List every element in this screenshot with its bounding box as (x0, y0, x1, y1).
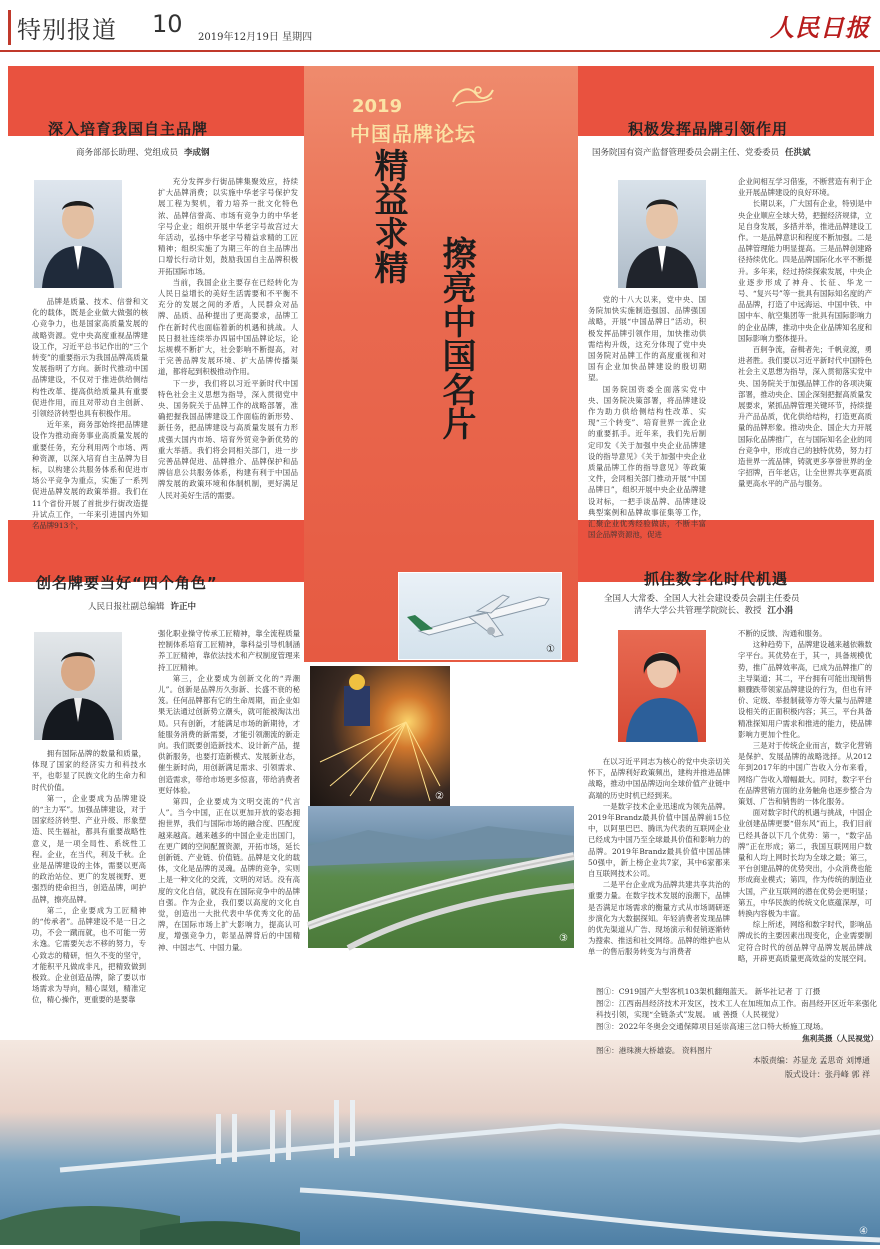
article-2-col-2 (738, 176, 872, 518)
forum-title: 中国品牌论坛 (350, 122, 476, 146)
portrait-xu-zhengzhong (34, 632, 122, 740)
article-4-byline-name: 江小涓 (767, 606, 794, 616)
forum-year: 2019 (352, 96, 403, 117)
article-2-byline-name: 任洪斌 (785, 148, 811, 158)
paragraph: 不断的反馈、沟通和服务。 (738, 629, 827, 638)
article-1-headline: 深入培育我国自主品牌 (48, 120, 209, 138)
paragraph: 拥有国际品牌的数量和质量，体现了国家的经济实力和科技水平，也彰显了民族文化的生命力和时代价值。 (32, 749, 146, 792)
paragraph: 近年来，商务部始终把品牌建设作为推动商务事业高质量发展的重要任务，充分利用两个市场、两种资源，以深入培育自主品牌为目标，以构建公共服务体系和促进市场公平竞争为重点，实施了一系列促进品牌发展的政策举措。我们在11个省份开展了首批步行街改造提升试点工作，一年来引进国内外知名品牌913个， (32, 420, 148, 531)
paragraph: 企业间相互学习借鉴，不断营造有利于企业开展品牌建设的良好环境。 (738, 177, 872, 198)
paragraph: 强化职业操守传承工匠精神，靠全流程质量控制体系培育工匠精神，靠科益引导机制涵养工匠精神，靠依法技术和产权制度管理来持工匠精神。 (158, 629, 300, 672)
paragraph: 长期以来，广大国有企业，特别是中央企业顺应全球大势，把握经济规律，立足自身发展，多措并举，推进品牌建设工作。一是品牌意识和程度不断加强。二是品牌管理能力明显提高。三是品牌创建路径持续优化。四是品牌国际化水平不断提升。多年来，经过持续探索发展，中央企业逐步形成了神舟、长征、华龙一号、“复兴号”等一批具有国际知名度的产品品牌，打造了中远海运、中国中铁、中国中车、航空集团等一批具有国际影响力的企业品牌，推动中央企业品牌知名度和国际影响力整体提升。 (738, 199, 872, 343)
paragraph: 在以习近平同志为核心的党中央亲切关怀下，品牌利好政策频出，建构并推进品牌战略，推动中国品牌迈向全球价值产业链中高端的历史时机已经到来。 (588, 757, 730, 800)
article-2-byline (592, 146, 811, 158)
photo-marker-3: ③ (559, 933, 568, 944)
paragraph: 面对数字时代的机遇与挑战，中国企业创建品牌更要“借东风”而上，我们目前已经具备以下几个优势：第一，“数字品牌”正在形成；第二，我国互联网用户数量和人均上网时长均为全球之最；第三，平台创建品牌的优势突出，小众消费也能形成商业模式；第四，作为传统的制造业大国，产业互联网的潜在优势会更明显；第五，中华民族的传统文化底蕴深厚，可转换内容极为丰富。 (738, 808, 872, 919)
newspaper-logo: 人民日报 (770, 13, 870, 42)
paragraph: 这种趋势下，品牌建设越来越依赖数字平台。其优势在于，其一，具备规模优势，推广品牌效率高，已成为品牌推广的主导渠道；其二，平台拥有可能出现销售额骤跌带领家品牌建设的行为，但也有评价、定级、举报制裁等方等大量与品牌建设相关的正面积极内容；其三，平台具备精准探知用户需求和推进的能力，使品牌影响力更加个性化。 (738, 640, 872, 739)
paragraph: 百舸争流，奋楫者先；千帆竞渡，勇进者胜。我们要以习近平新时代中国特色社会主义思想为指导，深入贯彻落实党中央、国务院关于加强品牌工作的各项决策部署，推动央企、国企深刻把握高质量发展要求，紧抓品牌管理关键环节，持续提升产品品质，优化供给结构，打造更高质量的品牌形象。推动央企、国企大力开展国际化品牌推广，在与国际知名企业的同台竞争中，形成自己的独特优势，努力打造世界一流品牌，铸就更多享誉世界的金字招牌，百年老店，让全世界共享更高质量更高水平的产品与服务。 (738, 345, 872, 489)
caption-3-credit: 焦利英摄（人民视觉） (802, 1034, 878, 1043)
paragraph: 当前，我国企业主要存在已经转化为人民日益增长的美好生活需要和不平衡不充分的发展之间的矛盾，人民群众对品牌、品质、品种提出了更高要求，品牌工作在新时代也面临着新的机遇和挑战。人民日报社连续举办四届中国品牌论坛，论坛规模不断扩大，社会影响不断提高，对于完善品牌发展环境、扩大品牌传播渠道，都将起到积极推动作用。 (158, 277, 298, 377)
article-4-col-2 (738, 628, 872, 982)
section-title: 特别报道 (8, 10, 117, 45)
photo-marker-1: ① (546, 644, 555, 655)
slogan-cangliang: 擦亮中国名片 (436, 236, 476, 440)
article-1-byline (76, 146, 210, 158)
paragraph: 党的十八大以来，党中央、国务院加快实施制造强国、品牌强国战略，开展“中国品牌日”活动，积极发挥品牌引领作用，加快推动供需结构升级，这充分体现了党中央国务院对品牌工作的高度重视和对国有企业加快品牌建设的殷切期望。 (588, 295, 706, 383)
paragraph: 下一步，我们将以习近平新时代中国特色社会主义思想为指导，深入贯彻党中央、国务院关于品牌工作的战略部署，准确把握我国品牌建设工作面临的新形势、新任务，把品牌建设与高质量发展有力形成强大国内市场、培育外贸竞争新优势的重大举措。我们将会同相关部门，进一步完善品牌促进、品牌推介、品牌保护和品牌信息公共服务体系，构建有利于中国品牌发展的政策环境和体制机制，更好满足人民对美好生活的需要。 (158, 378, 298, 500)
article-2-byline-role: 国务院国有资产监督管理委员会副主任、党委委员 (592, 148, 780, 158)
person-icon (34, 632, 122, 740)
article-3-byline-role: 人民日报社副总编辑 (88, 602, 165, 612)
photo-marker-2: ② (435, 791, 444, 802)
portrait-li-chenggang (34, 180, 122, 288)
article-1-col-2 (158, 176, 298, 518)
highway-bridge-icon (308, 806, 574, 948)
person-icon (34, 180, 122, 288)
issue-date: 2019年12月19日 星期四 (198, 32, 313, 43)
airplane-icon (399, 573, 563, 661)
portrait-jiang-xiaojuan (618, 630, 706, 742)
paragraph: 第二，企业要成为工匠精神的“传承者”。品牌建设不是一日之功，不会一蹴而就，也不可能一劳永逸。它需要矢志不移的努力，专心致志的精研，恒久不变的坚守，才能积平凡做成非凡，把精致做到极致。企业创造品牌，除了要以市场需求为导向，精心谋划，精准定位，精心操作，更重要的是要靠 (32, 905, 146, 1005)
photo-marker-4: ④ (859, 1226, 868, 1237)
paragraph: 二是平台企业成为品牌共建共享共治的重要力量。在数字技术发展的浪潮下，品牌是否满足市场需求的衡量方式从市场调研逐步演化为大数据探知。年轻消费者发现品牌的优先渠道从广告、现场演示和促销逐渐转为搜索、推送和社交网络。品牌的维护也从单一的售后服务转变为与消费者 (588, 880, 730, 957)
photo-welding-worker (310, 666, 450, 806)
article-4-byline-line-2 (634, 604, 793, 616)
sparks-icon (310, 666, 450, 806)
person-icon (618, 630, 706, 742)
article-3-col-2 (158, 628, 300, 1038)
paragraph: 品牌是质量、技术、信誉和文化的载体，既是企业做大做强的核心竞争力，也是国家高质量发展的战略资源。党中央高度重视品牌建设工作，习近平总书记作出的“三个转变”的重要指示为我国品牌高质量发展指明了方向。新时代推动中国品牌建设，不仅对于推进供给侧结构性改革、提高供给质量具有重要促进作用，而且对带动自主创新、引领经济转型也具有积极作用。 (32, 297, 148, 419)
paragraph: 国务院国资委全面落实党中央、国务院决策部署，将品牌建设作为助力供给侧结构性改革、实现“三个转变”、培育世界一流企业的重要抓手。近年来，我们先后制定印发《关于加强中央企业品牌建设的指导意见》《关于加强中央企业质量品牌工作的指导意见》等政策文件，会同相关部门推动开展“中国品牌日”，组织开展中央企业品牌建设对标，一把手谈品牌、品牌建设典型案例和品牌故事征集等工作，汇聚企业优秀经验做法，不断丰富国企品牌资源池，促进 (588, 384, 706, 540)
paragraph: 第一，企业要成为品牌建设的“主力军”。加强品牌建设，对于国家经济转型、产业升级、形象塑造、民生福祉，都具有重要战略性意义，是一项全局性、系统性工程。企业，在当代，利及千秋。企业是品牌建设的主体，需要以更高的政治站位、更广的发展视野、更强烈的使命担当，创造品牌，呵护品牌，擦亮品牌。 (32, 793, 146, 904)
slogan-jingyiqiujing: 精益求精 (368, 148, 408, 284)
article-4-headline: 抓住数字化时代机遇 (644, 570, 789, 588)
photo-captions (596, 986, 878, 1057)
caption-3: 图③：2022年冬奥会交通保障项目延崇高速三岔口特大桥施工现场。 (596, 1022, 828, 1031)
article-2-headline: 积极发挥品牌引领作用 (628, 120, 789, 138)
paragraph: 第三，企业要成为创新文化的“弄潮儿”。创新是品牌历久弥新、长盛不衰的秘笈。任何品牌都有它的生命周期，而企业如果无法通过创新势立潮头，就可能被淘汰出局。只有创新，才能满足市场的新期待，才能服务消费的新需要，才能引领潮流的新走向。我们既要创造新技术、设计新产品，提供新服务，也要打造新模式、发展新业态，催生新时尚，用创新满足需求、引领需求、创造需求，带给市场更多惊喜，带给消费者更好体验。 (158, 673, 300, 795)
article-4-byline-role: 清华大学公共管理学院院长、教授 (634, 606, 762, 616)
caption-2: 图②：江西南昌经济技术开发区，技术工人在加班加点工作。南昌经开区近年来强化科技引领，实现“全链条式”发展。 戚 善摄（人民视觉） (596, 999, 877, 1019)
article-1-byline-role: 商务部部长助理、党组成员 (76, 148, 179, 158)
article-2-col-1 (588, 294, 706, 540)
article-3-col-1 (32, 748, 146, 1038)
editors-line-2: 版式设计：张丹峰 郭 祥 (784, 1070, 870, 1079)
paragraph: 一是数字技术企业迅速成为领先品牌。2019年Brandz最具价值中国品牌前15位中，以阿里巴巴、腾讯为代表的互联网企业已经成为中国乃至全球最具价值和影响力的品牌。2019年Brandz最具价值中国品牌50强中，新上榜企业共7家，其中6家都来自互联网技术公司。 (588, 801, 730, 879)
person-icon (618, 180, 706, 288)
article-3-byline (88, 600, 196, 612)
photo-c919-plane (398, 572, 562, 660)
paragraph: 充分发挥步行街品牌集聚效应，持续扩大品牌消费；以实施中华老字号保护发展工程为契机，着力培养一批文化特色浓、品牌信誉高、市场有竞争力的中华老字号企业；组织开展中华老字号故宫过大年活动，弘扬中华老字号精益求精的工匠精神；组织实施了为期三年的自主品牌出口增长行动计划，鼓励我国自主品牌积极开拓国际市场。 (158, 177, 298, 276)
portrait-ren-hongbin (618, 180, 706, 288)
masthead (0, 0, 880, 52)
caption-1: 图①：C919国产大型客机103架机翻翔蓝天。 新华社记者 丁 汀摄 (596, 987, 821, 996)
article-1-byline-name: 李成钢 (184, 148, 210, 158)
article-3-byline-name: 许正中 (170, 602, 197, 612)
article-4-col-1 (588, 756, 730, 982)
article-1-col-1 (32, 296, 148, 531)
page-number: 10 (152, 10, 183, 38)
paragraph: 三是对于传统企业而言，数字化营销是保护、发展品牌的战略选择。从2012年到2017年的中国广告收入分布来看，网络广告收入增幅最大。同时，数字平台在品牌营销方面的业务触角也逐步整合为策划、广告和销售的一体化服务。 (738, 741, 872, 807)
photo-highway-construction (308, 806, 574, 948)
editors-line-1: 本版责编：苏显龙 孟思奇 刘博通 (752, 1056, 870, 1065)
caption-4: 图④：港珠澳大桥雄姿。 资料图片 (596, 1046, 713, 1055)
article-4-byline-line-1: 全国人大常委、全国人大社会建设委员会副主任委员 (604, 594, 800, 604)
article-3-headline: 创名牌要当好“四个角色” (36, 574, 218, 592)
paragraph: 综上所述，网络和数字时代，影响品牌成长的主要因素出现变化，企业需要制定符合时代的创品牌守品牌发展品牌战略，开辟更高质量更高效益的发展空间。 (738, 920, 872, 963)
editor-credits (700, 1054, 870, 1082)
forum-emblem-icon (448, 80, 498, 110)
paragraph: 第四，企业要成为文明交流的“代言人”。当今中国，正在以更加开放的姿态拥抱世界，我们与国际市场的融合度、匹配度越来越高。越来越多的中国企业走出国门，在更广阔的空间配置资源，开拓市场，延长创新链、产业链、价值链。品牌是文化的载体，文化是品牌的灵魂。品牌的竞争，实则上是一种文化的交流，文明的对话。没有高度的文化自信，就没有在国际竞争中的品牌自强。作为企业，我们要以高度的文化自觉，创造出一大批代表中华优秀文化的品牌，在国际市场上扩大影响力，提高认可度，增强竞争力，彰显品牌背后的中国精神、中国志气、中国力量。 (158, 797, 300, 952)
